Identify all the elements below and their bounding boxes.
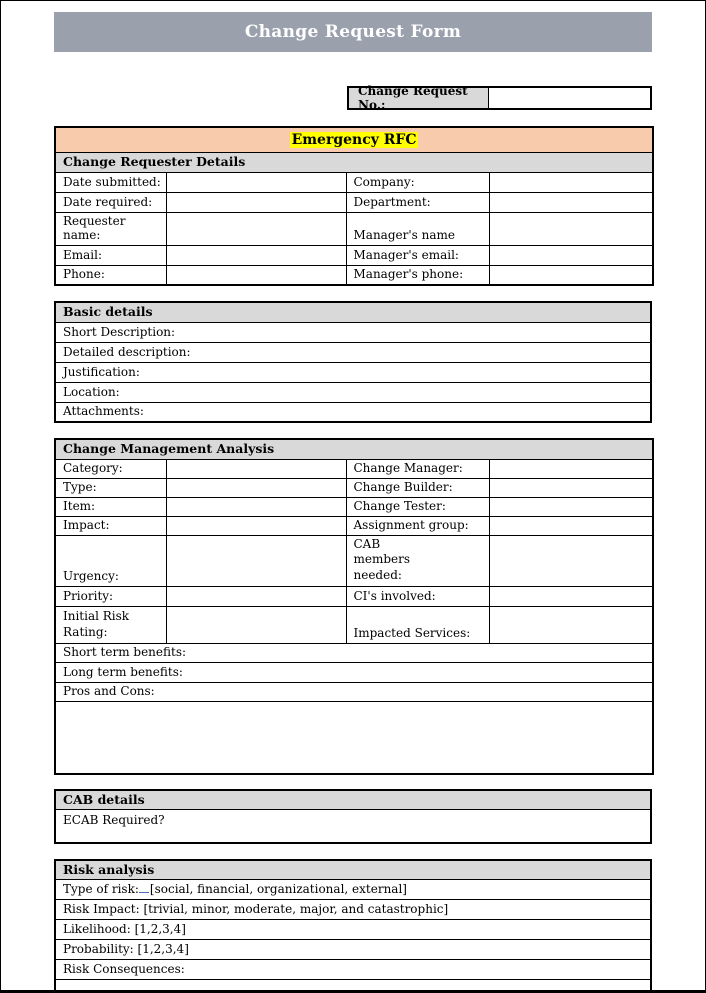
field-label: Requester name: [55, 212, 166, 245]
pros-and-cons-field[interactable] [55, 683, 653, 702]
field-label: Probability: [1,2,3,4] [63, 942, 189, 957]
change-builder-field[interactable] [489, 478, 653, 497]
impacted-services-field[interactable] [489, 607, 653, 644]
cma-notes-area[interactable] [55, 702, 653, 774]
field-label: Long term benefits: [63, 665, 183, 680]
field-label: Change Tester: [346, 497, 489, 516]
risk-impact-field[interactable] [55, 900, 651, 920]
cab-details-table [54, 789, 652, 844]
field-label: Email: [55, 245, 166, 265]
risk-analysis-table [54, 859, 652, 993]
page-title: Change Request Form [244, 22, 462, 42]
managers-email-field[interactable] [489, 245, 653, 265]
item-field[interactable] [166, 497, 346, 516]
assignment-group-field[interactable] [489, 516, 653, 535]
field-label: CI's involved: [346, 587, 489, 607]
likelihood-field[interactable] [55, 920, 651, 940]
section-title: Basic details [55, 302, 651, 322]
email-field[interactable] [166, 245, 346, 265]
managers-phone-field[interactable] [489, 265, 653, 285]
table-row [55, 810, 651, 843]
section-title: Change Management Analysis [55, 439, 653, 459]
field-label: Manager's email: [346, 245, 489, 265]
type-field[interactable] [166, 478, 346, 497]
requester-name-field[interactable] [166, 212, 346, 245]
change-manager-field[interactable] [489, 459, 653, 478]
date-required-field[interactable] [166, 192, 346, 212]
field-label: Phone: [55, 265, 166, 285]
field-label: Item: [55, 497, 166, 516]
field-label: Manager's name [346, 212, 489, 245]
table-row [55, 940, 651, 960]
priority-field[interactable] [166, 587, 346, 607]
change-tester-field[interactable] [489, 497, 653, 516]
field-label: ECAB Required? [63, 813, 165, 828]
table-row [55, 960, 651, 980]
cab-members-needed-field[interactable] [489, 535, 653, 587]
detailed-description-field[interactable] [55, 342, 651, 362]
underline-mark [139, 892, 149, 893]
managers-name-field[interactable] [489, 212, 653, 245]
table-row [55, 644, 653, 663]
phone-field[interactable] [166, 265, 346, 285]
category-field[interactable] [166, 459, 346, 478]
section-header-requester-details [55, 152, 653, 172]
attachments-field[interactable] [55, 402, 651, 422]
table-row [55, 172, 653, 192]
field-options: [social, financial, organizational, external] [149, 882, 407, 897]
emergency-rfc-banner [55, 127, 653, 152]
section-title: Change Requester Details [55, 152, 653, 172]
table-row [55, 322, 651, 342]
field-label: Company: [346, 172, 489, 192]
field-label: Type of risk: [63, 882, 139, 897]
field-label: Priority: [55, 587, 166, 607]
table-row [55, 535, 653, 587]
table-row [55, 497, 653, 516]
field-label: Risk Impact: [trivial, minor, moderate, major, and catastrophic] [63, 902, 449, 917]
section-header-cab-details [55, 790, 651, 810]
section-header-basic-details [55, 302, 651, 322]
table-row [55, 663, 653, 683]
risk-notes-area[interactable] [55, 980, 651, 993]
probability-field[interactable] [55, 940, 651, 960]
table-row [55, 683, 653, 702]
cis-involved-field[interactable] [489, 587, 653, 607]
field-label: Risk Consequences: [63, 962, 185, 977]
section-title: Risk analysis [55, 860, 651, 880]
table-row [55, 516, 653, 535]
table-row [55, 382, 651, 402]
field-label: Assignment group: [346, 516, 489, 535]
field-label: Initial Risk Rating: [55, 607, 166, 644]
change-request-no-field[interactable] [489, 88, 650, 108]
form-content [54, 12, 652, 993]
field-label: Category: [55, 459, 166, 478]
section-title: CAB details [55, 790, 651, 810]
table-row [55, 402, 651, 422]
field-label: Short term benefits: [63, 645, 187, 660]
field-label: Change Builder: [346, 478, 489, 497]
justification-field[interactable] [55, 362, 651, 382]
form-title-bar [54, 12, 652, 52]
field-label: Pros and Cons: [63, 684, 155, 699]
basic-details-table [54, 301, 652, 423]
type-of-risk-field[interactable] [55, 880, 651, 900]
requester-details-table [54, 126, 654, 286]
table-row [55, 265, 653, 285]
field-label: Detailed description: [63, 344, 191, 359]
change-management-analysis-table [54, 438, 654, 775]
table-row [55, 362, 651, 382]
change-request-no-label: Change Request No.: [349, 88, 489, 108]
location-field[interactable] [55, 382, 651, 402]
table-row [55, 459, 653, 478]
table-row [55, 212, 653, 245]
field-label: Likelihood: [1,2,3,4] [63, 922, 186, 937]
department-field[interactable] [489, 192, 653, 212]
emergency-rfc-label: Emergency RFC [291, 131, 417, 148]
table-row [55, 342, 651, 362]
field-label: Manager's phone: [346, 265, 489, 285]
long-term-benefits-field[interactable] [55, 663, 653, 683]
date-submitted-field[interactable] [166, 172, 346, 192]
table-row [55, 245, 653, 265]
table-row [55, 478, 653, 497]
section-header-change-management-analysis [55, 439, 653, 459]
impact-field[interactable] [166, 516, 346, 535]
field-label: Urgency: [55, 535, 166, 587]
initial-risk-rating-field[interactable] [166, 607, 346, 644]
table-row [55, 192, 653, 212]
field-label: Impacted Services: [346, 607, 489, 644]
table-row [55, 607, 653, 644]
field-label: Department: [346, 192, 489, 212]
field-label: Type: [55, 478, 166, 497]
short-description-field[interactable] [55, 322, 651, 342]
section-header-risk-analysis [55, 860, 651, 880]
change-request-no-row [347, 86, 652, 110]
table-row [55, 900, 651, 920]
field-label: Short Description: [63, 324, 176, 339]
risk-consequences-field[interactable] [55, 960, 651, 980]
field-label: Change Manager: [346, 459, 489, 478]
short-term-benefits-field[interactable] [55, 644, 653, 663]
table-row [55, 980, 651, 993]
table-row [55, 587, 653, 607]
ecab-required-field[interactable] [55, 810, 651, 843]
field-label: Attachments: [63, 404, 144, 418]
field-label: Date required: [55, 192, 166, 212]
field-label: Impact: [55, 516, 166, 535]
table-row [55, 920, 651, 940]
table-row [55, 702, 653, 774]
urgency-field[interactable] [166, 535, 346, 587]
field-label: Justification: [63, 364, 140, 379]
field-label: Date submitted: [55, 172, 166, 192]
field-label: CAB members needed: [346, 535, 489, 587]
company-field[interactable] [489, 172, 653, 192]
field-label: Location: [63, 384, 120, 399]
table-row [55, 880, 651, 900]
